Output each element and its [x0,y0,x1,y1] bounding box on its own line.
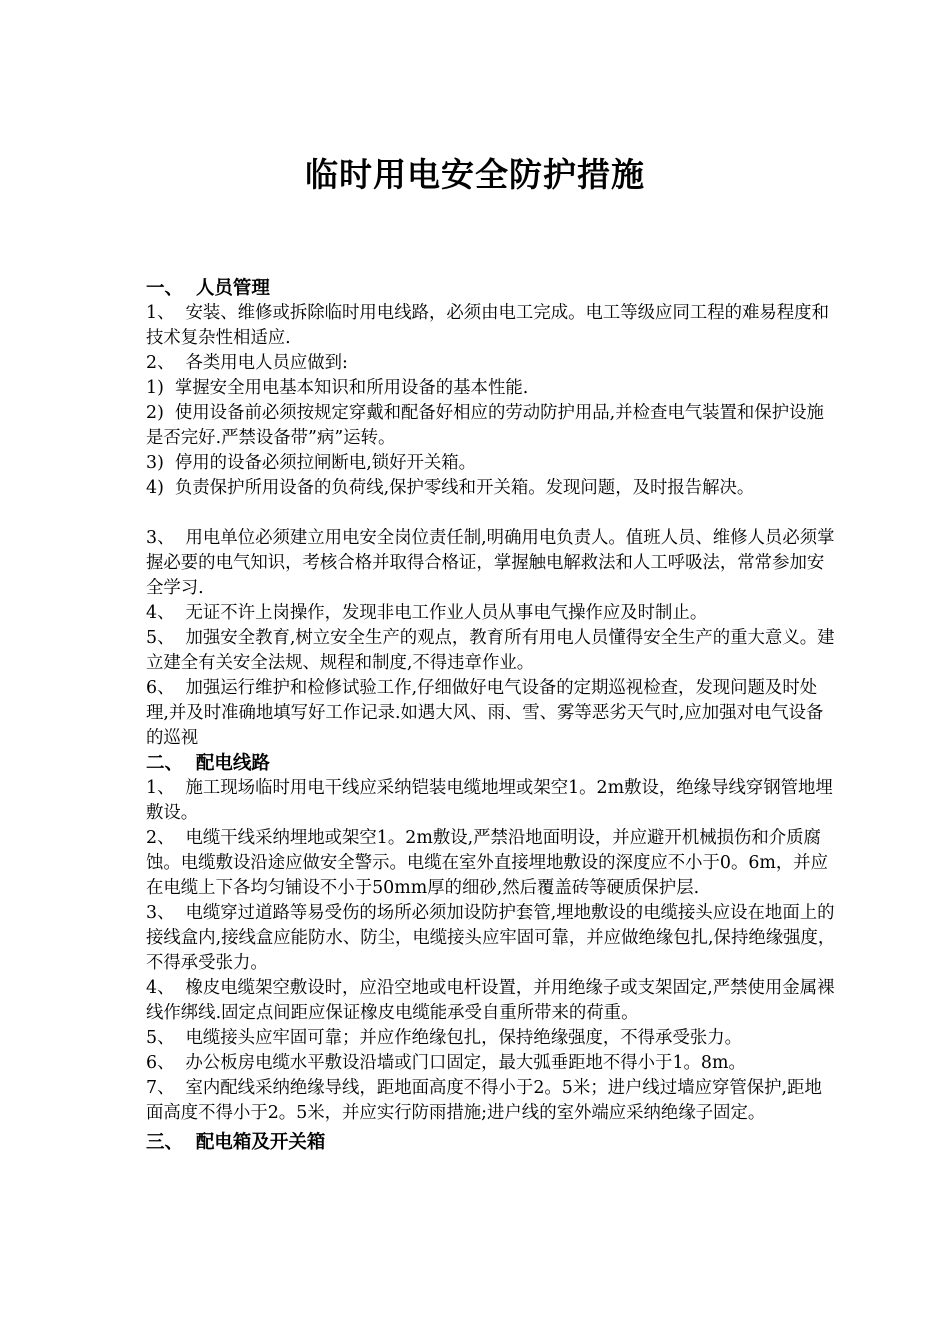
document-body [146,276,836,1155]
paragraph: 1、 施工现场临时用电干线应采纳铠装电缆地埋或架空1。2m敷设，绝缘导线穿钢管地埋敷设。 [146,778,833,823]
section-heading-distribution-lines: 二、 配电线路 [146,753,270,774]
paragraph: 3、 用电单位必须建立用电安全岗位责任制,明确用电负责人。值班人员、维修人员必须掌握必要的电气知识，考核合格并取得合格证，掌握触电解救法和人工呼吸法，常常参加安全学习. [146,528,835,598]
section-heading-distribution-boxes: 三、 配电箱及开关箱 [146,1132,326,1153]
section-heading-personnel: 一、 人员管理 [146,278,270,299]
paragraph: 4、 无证不许上岗操作，发现非电工作业人员从事电气操作应及时制止。 [146,603,708,623]
paragraph: 2、 电缆干线采纳埋地或架空1。2m敷设,严禁沿地面明设，并应避开机械损伤和介质腐蚀。电缆敷设沿途应做安全警示。电缆在室外直接埋地敷设的深度应不小于0。6m，并应在电缆上下各均匀铺设不小于50mm厚的细砂,然后覆盖砖等硬质保护层. [146,828,829,898]
paragraph: 2) 使用设备前必须按规定穿戴和配备好相应的劳动防护用品,并检查电气装置和保护设施是否完好.严禁设备带”病”运转。 [146,403,824,448]
paragraph: 4) 负责保护所用设备的负荷线,保护零线和开关箱。发现问题，及时报告解决。 [146,478,755,498]
paragraph: 6、 加强运行维护和检修试验工作,仔细做好电气设备的定期巡视检查，发现问题及时处理,并及时准确地填写好工作记录.如遇大风、雨、雪、雾等恶劣天气时,应加强对电气设备的巡视 [146,678,824,748]
paragraph: 5、 加强安全教育,树立安全生产的观点，教育所有用电人员懂得安全生产的重大意义。建立建全有关安全法规、规程和制度,不得违章作业。 [146,628,835,673]
document-title: 临时用电安全防护措施 [305,155,645,194]
paragraph: 6、 办公板房电缆水平敷设沿墙或门口固定，最大弧垂距地不得小于1。8m。 [146,1053,746,1073]
paragraph: 2、 各类用电人员应做到: [146,353,348,373]
paragraph: 4、 橡皮电缆架空敷设时，应沿空地或电杆设置，并用绝缘子或支架固定,严禁使用金属裸线作绑线.固定点间距应保证橡皮电缆能承受自重所带来的荷重。 [146,978,835,1023]
paragraph: 5、 电缆接头应牢固可靠；并应作绝缘包扎，保持绝缘强度，不得承受张力。 [146,1028,743,1048]
paragraph: 3) 停用的设备必须拉闸断电,锁好开关箱。 [146,453,477,473]
blank-line [146,501,836,526]
paragraph: 7、 室内配线采纳绝缘导线，距地面高度不得小于2。5米；进户线过墙应穿管保护,距地面高度不得小于2。5米，并应实行防雨措施;进户线的室外端应采纳绝缘子固定。 [146,1078,822,1123]
paragraph: 1、 安装、维修或拆除临时用电线路，必须由电工完成。电工等级应同工程的难易程度和技术复杂性相适应. [146,303,829,348]
paragraph: 3、 电缆穿过道路等易受伤的场所必须加设防护套管,埋地敷设的电缆接头应设在地面上的接线盒内,接线盒应能防水、防尘，电缆接头应牢固可靠，并应做绝缘包扎,保持绝缘强度，不得承受张力。 [146,903,836,973]
paragraph: 1) 掌握安全用电基本知识和所用设备的基本性能. [146,378,529,398]
